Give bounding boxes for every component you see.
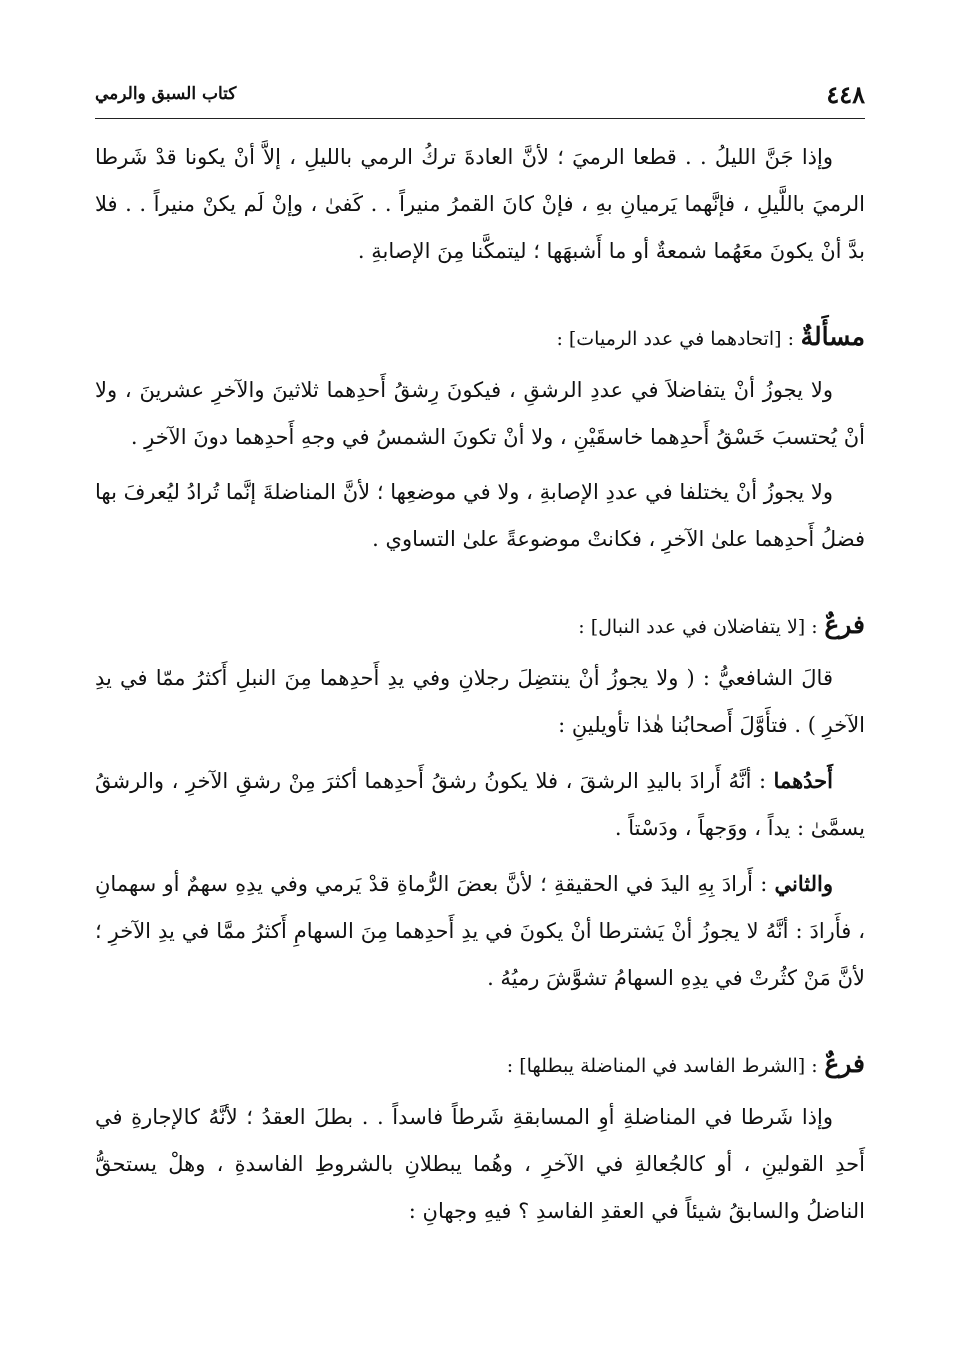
paragraph-shafii-quote: قالَ الشافعيُّ : ( ولا يجوزُ أنْ ينتضِلَ رجلانِ وفي يدِ أَحدِهما مِنَ النبلِ أَكثرُ ممّا في يدِ الآخرِ ) . فتأَوَّلَ أَصحابُنا هٰذا تأويلينِ :	[95, 666, 865, 737]
heading-title: : [اتحادهما في عدد الرميات] :	[556, 328, 794, 350]
lead-first: أَحدُهما	[773, 768, 833, 793]
section-heading-far-invalid-condition	[95, 1040, 865, 1090]
section-heading-masala	[95, 313, 865, 363]
paragraph-rashq-count: ولا يجوزُ أنْ يتفاضلاَ في عددِ الرشقِ ، فيكونَ رِشقُ أَحدِهما ثلاثينَ والآخرِ عشرينَ ، ولا أنْ يُحتسبَ خَسْقُ أَحدِهما خاسقَيْنِ ، ولا أنْ تكونَ الشمسُ في وجهِ أَحدِهما دونَ الآخرِ .	[95, 378, 865, 449]
text-first: : أنَّهُ أَرادَ باليدِ الرشقَ ، فلا يكونُ رشقُ أَحدِهما أكثرَ مِنْ رشقِ الآخرِ ، والرشقُ يسمَّىٰ : يداً ، ووَجهاً ، ودَسْتاً .	[95, 769, 865, 840]
paragraph-invalid-condition: وإذا شَرطا في المناضلةِ أوِ المسابقةِ شَرطاً فاسداً . . بطلَ العقدُ ؛ لأنَّهُ كالإجارةِ في أَحدِ القولينِ ، أو كالجُعالةِ في الآخرِ ، وهُما يبطلانِ بالشروطِ الفاسدةِ ، وهلْ يستحقُّ الناضلُ والسابقُ شيئاً في العقدِ الفاسدِ ؟ فيهِ وجهانِ :	[95, 1105, 865, 1223]
text-second: : أَرادَ بِهِ اليدَ في الحقيقةِ ؛ لأنَّ بعضَ الرُّماةِ قدْ يَرمي وفي يدِهِ سهمٌ أو سهمانِ ، فأَرادَ : أنَّهُ لا يجوزُ أنْ يَشترطا أنْ يكونَ في يدِ أَحدِهما مِنَ السهامِ أَكثرُ ممَّا في يدِ الآخرِ ؛ لأنَّ مَنْ كثُرتْ في يدِهِ السهامُ تشوَّشَ رميُهُ .	[95, 872, 865, 990]
paragraph-night-shooting: وإذا جَنَّ الليلُ . . قطعا الرميَ ؛ لأنَّ العادةَ تركُ الرمي بالليلِ ، إلاَّ أنْ يكونا قدْ شَرطا الرميَ باللَّيلِ ، فإنَّهما يَرميانِ بهِ ، فإنْ كانَ القمرُ منيراً . . كَفىٰ ، وإنْ لَم يكنْ منيراً . . فلا بدَّ أنْ يكونَ معَهُما شمعةٌ أو ما أَشبهَها ؛ ليتمكَّنا مِنَ الإصابةِ .	[95, 145, 865, 263]
paragraph-first-interpretation	[95, 757, 865, 852]
paragraph-hits-count: ولا يجوزُ أنْ يختلفا في عددِ الإصابةِ ، ولا في موضعِها ؛ لأنَّ المناضلةَ إنَّما تُرادُ ليُعرفَ بها فضلُ أَحدِهما علىٰ الآخرِ ، فكانتْ موضوعةً علىٰ التساوي .	[95, 480, 865, 551]
lead-second: والثاني	[774, 871, 833, 896]
page-body	[95, 134, 865, 1243]
section-heading-far-arrows	[95, 601, 865, 651]
heading-title: : [لا يتفاضلان في عدد النبال] :	[578, 616, 818, 638]
heading-term: فرعٌ	[824, 610, 865, 639]
heading-title: : [الشرط الفاسد في المناضلة يبطلها] :	[506, 1055, 818, 1077]
page-number: ٤٤٨	[826, 80, 865, 109]
heading-term: فرعٌ	[824, 1049, 865, 1078]
heading-term: مسأَلةٌ	[800, 322, 865, 351]
page-header	[95, 80, 865, 119]
running-title: كتاب السبق والرمي	[95, 84, 237, 104]
paragraph-second-interpretation	[95, 860, 865, 1002]
